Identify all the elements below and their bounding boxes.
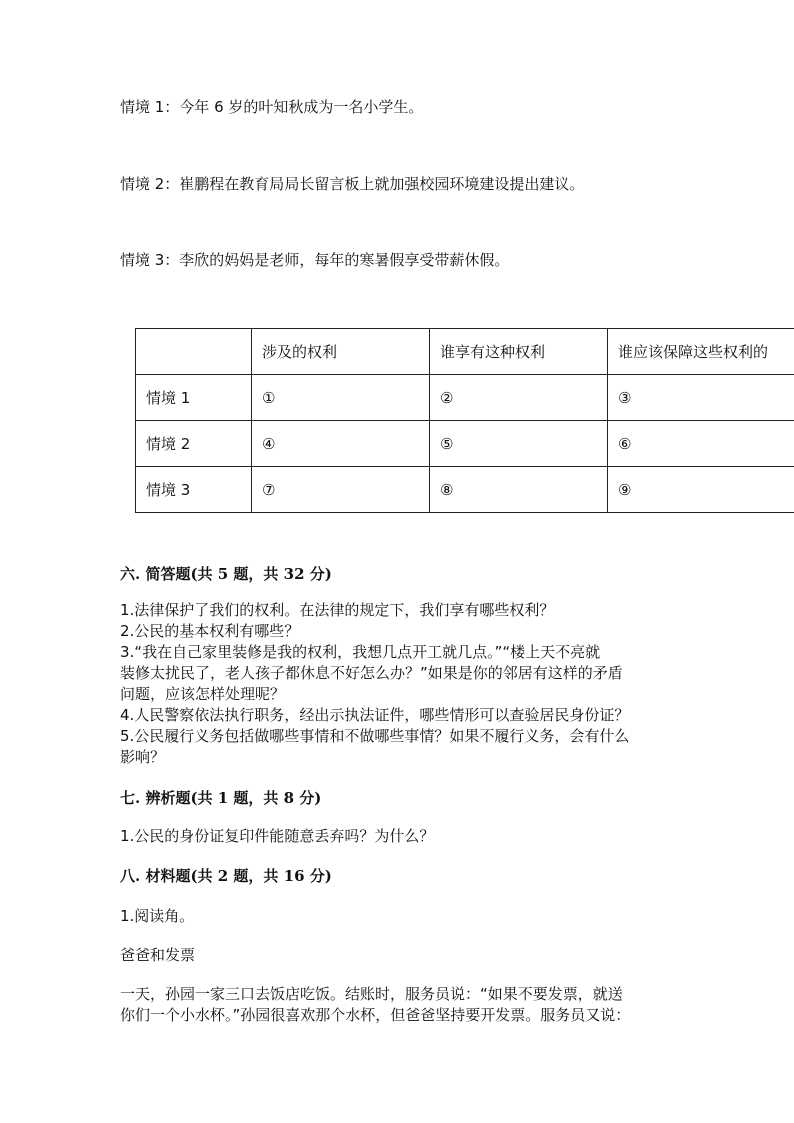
table-cell: 情境 1 bbox=[136, 375, 252, 421]
table-cell: ② bbox=[430, 375, 608, 421]
question-line: 影响？ bbox=[120, 748, 166, 766]
table-cell: 情境 3 bbox=[136, 467, 252, 513]
scenario-1: 情境 1：今年 6 岁的叶知秋成为一名小学生。 bbox=[120, 98, 424, 116]
question-line: 1.法律保护了我们的权利。在法律的规定下，我们享有哪些权利？ bbox=[120, 601, 555, 619]
rights-table bbox=[135, 328, 794, 513]
question-line: 2.公民的基本权利有哪些？ bbox=[120, 622, 300, 640]
table-cell: ⑨ bbox=[608, 467, 794, 513]
table-cell: ⑤ bbox=[430, 421, 608, 467]
story-line: 你们一个小水杯。”孙园很喜欢那个水杯，但爸爸坚持要开发票。服务员又说： bbox=[120, 1006, 631, 1024]
scenario-3: 情境 3：李欣的妈妈是老师，每年的寒暑假享受带薪休假。 bbox=[120, 251, 510, 269]
question-line: 装修太扰民了，老人孩子都休息不好怎么办？”如果是你的邻居有这样的矛盾 bbox=[120, 664, 623, 682]
table-cell: ③ bbox=[608, 375, 794, 421]
scenario-2: 情境 2：崔鹏程在教育局局长留言板上就加强校园环境建设提出建议。 bbox=[120, 175, 585, 193]
question-line: 3.“我在自己家里装修是我的权利，我想几点开工就几点。”“楼上天不亮就 bbox=[120, 643, 601, 661]
table-cell: ⑥ bbox=[608, 421, 794, 467]
question-line: 1.阅读角。 bbox=[120, 907, 195, 925]
question-line: 4.人民警察依法执行职务，经出示执法证件，哪些情形可以查验居民身份证？ bbox=[120, 706, 630, 724]
section-7-title: 七. 辨析题(共 1 题，共 8 分) bbox=[120, 789, 322, 807]
table-row bbox=[136, 421, 794, 467]
table-cell: ④ bbox=[252, 421, 430, 467]
section-6-title: 六. 简答题(共 5 题，共 32 分) bbox=[120, 565, 332, 583]
table-header-cell: 涉及的权利 bbox=[252, 329, 430, 375]
table-cell: ⑧ bbox=[430, 467, 608, 513]
section-8-title: 八. 材料题(共 2 题，共 16 分) bbox=[120, 867, 332, 885]
table-cell: ① bbox=[252, 375, 430, 421]
table-header-cell: 谁应该保障这些权利的 bbox=[608, 329, 794, 375]
question-line: 5.公民履行义务包括做哪些事情和不做哪些事情？如果不履行义务，会有什么 bbox=[120, 727, 630, 745]
table-row bbox=[136, 467, 794, 513]
question-line: 问题，应该怎样处理呢？ bbox=[120, 685, 286, 703]
table-cell: ⑦ bbox=[252, 467, 430, 513]
story-line: 一天，孙园一家三口去饭店吃饭。结账时，服务员说：“如果不要发票，就送 bbox=[120, 985, 623, 1003]
story-title: 爸爸和发票 bbox=[120, 946, 196, 964]
table-header-cell: 谁享有这种权利 bbox=[430, 329, 608, 375]
table-header-cell bbox=[136, 329, 252, 375]
question-line: 1.公民的身份证复印件能随意丢弃吗？为什么？ bbox=[120, 827, 435, 845]
table-cell: 情境 2 bbox=[136, 421, 252, 467]
table-header-row bbox=[136, 329, 794, 375]
table-row bbox=[136, 375, 794, 421]
